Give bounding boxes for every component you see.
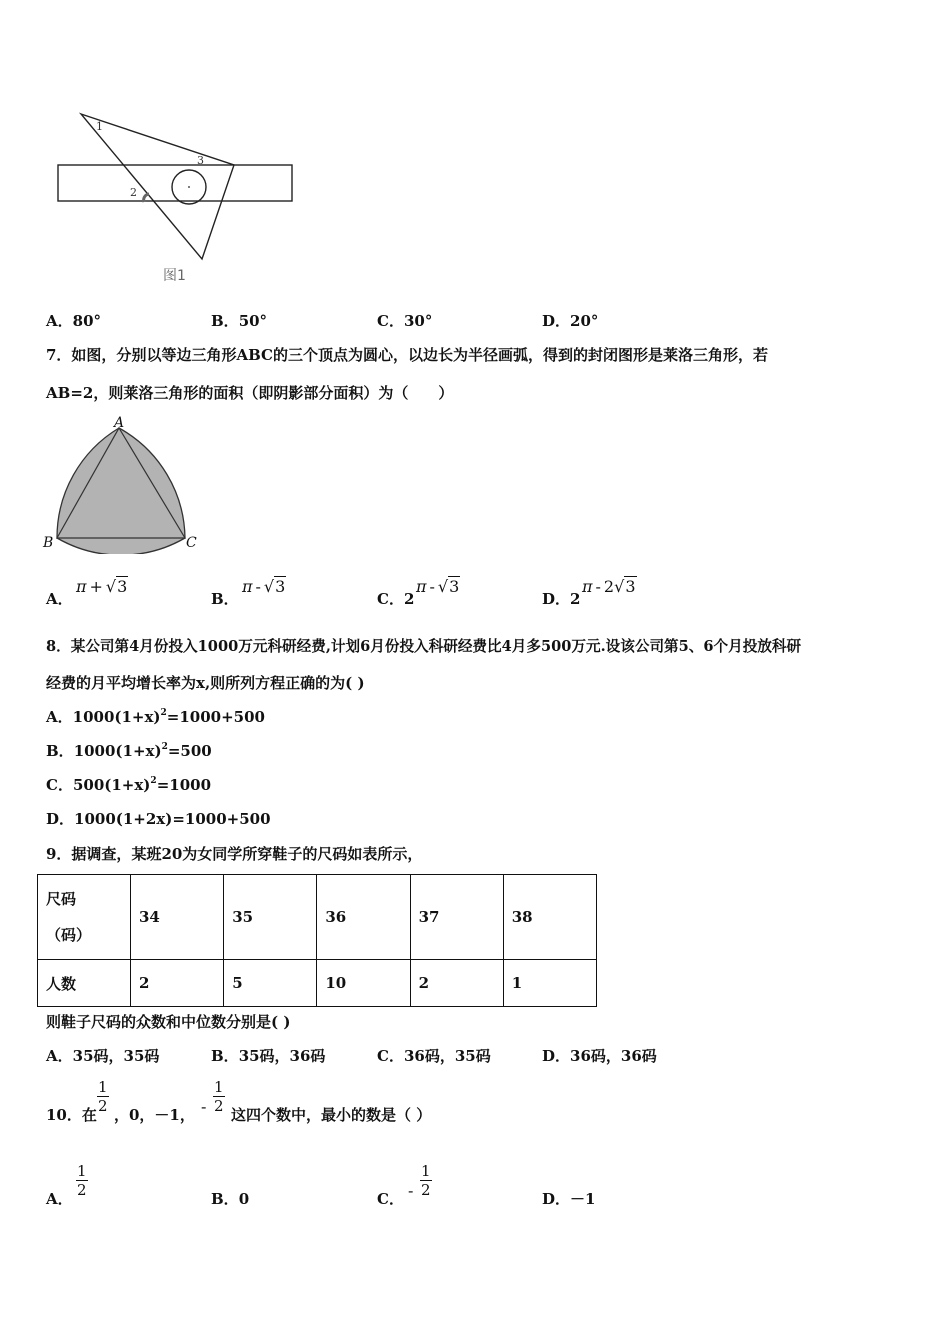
vertex-label-c: C [186, 535, 197, 551]
q10-fraction-half: $\frac{1}{2}$ [98, 1078, 108, 1115]
shoe-size-table [37, 874, 597, 1007]
q8-question-line1: 8．某公司第4月份投入1000万元科研经费,计划6月份投入科研经费比4月多500万元.设该公司第5、6个月投放科研 [46, 638, 802, 655]
table-cell: 2 [410, 960, 503, 1007]
q10-prefix: 10．在 [46, 1106, 97, 1124]
q9-option-c[interactable]: C．36码，35码 [377, 1047, 491, 1065]
q6-option-a[interactable]: A．80° [46, 312, 102, 330]
q10-option-a-fraction: $\frac{1}{2}$ [77, 1162, 87, 1199]
q8-option-c[interactable]: C．$500(1+x)^2=1000$ [46, 776, 212, 794]
q8-option-d[interactable]: D．1000(1+2x)=1000+500 [46, 810, 271, 828]
angle-label-2: 2 [130, 186, 137, 199]
table-cell: 1 [503, 960, 596, 1007]
table-cell: 34 [131, 875, 224, 960]
reuleaux-triangle-figure [40, 412, 210, 554]
vertex-label-b: B [43, 535, 54, 551]
q9-option-a[interactable]: A．35码，35码 [46, 1047, 160, 1065]
q7-option-d-expr: π - 2√3 [582, 577, 636, 596]
q7-option-c[interactable]: C．2 [377, 590, 415, 608]
q9-option-d[interactable]: D．36码，36码 [542, 1047, 657, 1065]
q10-negative-sign: - [201, 1097, 207, 1116]
q7-question-line1: 7．如图，分别以等边三角形ABC的三个顶点为圆心，以边长为半径画弧，得到的封闭图形是莱洛三角形，若 [46, 346, 768, 364]
figure-1-triangle [81, 114, 234, 259]
q8-option-b[interactable]: B．$1000(1+x)^2=500$ [46, 742, 212, 760]
table-header-size: 尺码 （码） [38, 875, 131, 960]
table-cell: 5 [224, 960, 317, 1007]
q10-option-b[interactable]: B．0 [211, 1190, 250, 1208]
angle-label-3: 3 [197, 154, 204, 167]
q7-option-d[interactable]: D．2 [542, 590, 581, 608]
table-header-count: 人数 [38, 960, 131, 1007]
q7-option-b[interactable]: B． [211, 590, 239, 608]
table-row [38, 875, 597, 960]
q9-question-line1: 9．据调查，某班20为女同学所穿鞋子的尺码如表所示， [46, 845, 423, 863]
q8-question-line2: 经费的月平均增长率为x,则所列方程正确的为( ) [46, 674, 365, 692]
q10-option-c[interactable]: C． [377, 1190, 404, 1208]
q7-option-a[interactable]: A． [46, 590, 73, 608]
table-cell: 36 [317, 875, 410, 960]
q10-middle: ，0，－1， [114, 1106, 195, 1124]
table-cell: 38 [503, 875, 596, 960]
q7-option-a-expr: π + √3 [76, 577, 128, 596]
q8-option-a[interactable]: A．$1000(1+x)^2=1000+500$ [46, 708, 265, 726]
q10-option-d[interactable]: D．－1 [542, 1190, 596, 1208]
figure-1-caption: 图1 [163, 268, 186, 284]
figure-1 [50, 105, 305, 290]
vertex-label-a: A [114, 415, 125, 431]
q7-question-line2: AB=2，则莱洛三角形的面积（即阴影部分面积）为（ ） [46, 384, 454, 402]
q10-option-c-sign: - [408, 1181, 414, 1200]
q10-suffix: 这四个数中，最小的数是（ ） [231, 1106, 432, 1124]
q10-fraction-neg-half: $\frac{1}{2}$ [214, 1078, 224, 1115]
table-cell: 35 [224, 875, 317, 960]
angle-label-1: 1 [96, 120, 103, 133]
q7-option-c-expr: π - √3 [416, 577, 460, 596]
q10-option-a[interactable]: A． [46, 1190, 73, 1208]
q7-option-b-expr: π - √3 [242, 577, 286, 596]
q9-question-line2: 则鞋子尺码的众数和中位数分别是( ) [46, 1013, 291, 1031]
table-row [38, 960, 597, 1007]
q9-option-b[interactable]: B．35码，36码 [211, 1047, 326, 1065]
q6-option-b[interactable]: B．50° [211, 312, 268, 330]
q10-option-c-fraction: $\frac{1}{2}$ [421, 1162, 431, 1199]
table-cell: 37 [410, 875, 503, 960]
reuleaux-shaded-region [57, 428, 185, 554]
table-cell: 2 [131, 960, 224, 1007]
q6-option-c[interactable]: C．30° [377, 312, 433, 330]
q6-option-d[interactable]: D．20° [542, 312, 599, 330]
table-cell: 10 [317, 960, 410, 1007]
